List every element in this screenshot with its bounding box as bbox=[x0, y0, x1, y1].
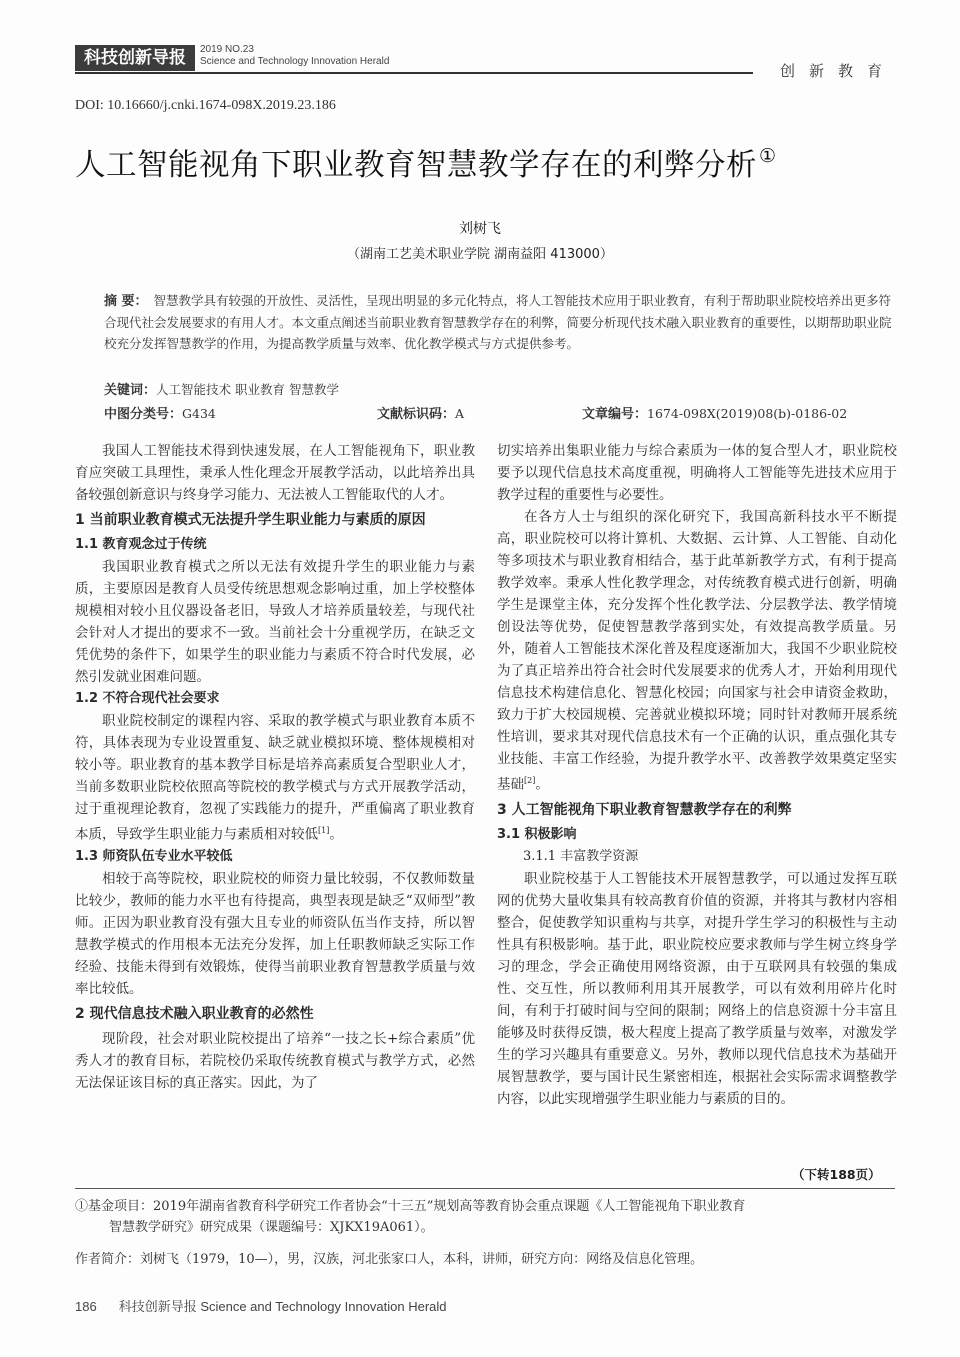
paragraph-2-b bbox=[497, 506, 897, 796]
clc-value: G434 bbox=[182, 406, 216, 421]
body-column-left bbox=[75, 440, 475, 1094]
header-rule bbox=[75, 72, 753, 74]
page-footer bbox=[75, 1296, 447, 1315]
title-text: 人工智能视角下职业教育智慧教学存在的利弊分析 bbox=[75, 148, 757, 183]
abstract-text: 智慧教学具有较强的开放性、灵活性，呈现出明显的多元化特点，将人工智能技术应用于职业教育，有利于帮助职业院校培养出更多符合现代社会发展要求的有用人才。本文重点阐述当前职业教育智慧教学存在的利弊，简要分析现代技术融入职业教育的重要性，以期帮助职业院校充分发挥智慧教学的作用，为提高教学质量与效率、优化教学模式与方式提供参考。 bbox=[104, 293, 892, 351]
footnote-line-2: 智慧教学研究》研究成果（课题编号：XJKX19A061）。 bbox=[109, 1220, 434, 1235]
clc-label: 中图分类号： bbox=[104, 407, 183, 422]
paragraph-2-continued: 切实培养出集职业能力与综合素质为一体的复合型人才，职业院校要予以现代信息技术高度重视，明确将人工智能等先进技术应用于教学过程的重要性与必要性。 bbox=[497, 443, 897, 503]
paragraph-1-2-text: 职业院校制定的课程内容、采取的教学模式与职业教育本质不符，具体表现为专业设置重复、缺乏就业模拟环境、整体规模相对较小等。职业教育的基本教学目标是培养高素质复合型职业人才，当前多数职业院校依照高等院校的教学模式与方式开展教学活动，过于重视理论教育，忽视了实践能力的提升，严重偏离了职业教育本质，导致学生职业能力与素质相对较低 bbox=[75, 713, 475, 843]
doc-label: 文献标识码： bbox=[377, 407, 456, 422]
page-number: 186 bbox=[75, 1299, 97, 1314]
keywords-text: 人工智能技术 职业教育 智慧教学 bbox=[156, 382, 339, 397]
paragraph-2-b-end: 。 bbox=[535, 776, 549, 793]
abstract bbox=[104, 290, 894, 354]
article-value: 1674-098X(2019)08(b)-0186-02 bbox=[647, 406, 848, 421]
intro-paragraph: 我国人工智能技术得到快速发展，在人工智能视角下，职业教育应突破工具理性，秉承人性化理念开展教学活动，以此培养出具备较强创新意识与终身学习能力、无法被人工智能取代的人才。 bbox=[75, 443, 475, 503]
section-label: 创新教育 bbox=[780, 62, 897, 80]
funding-footnote bbox=[75, 1196, 895, 1238]
paragraph-1-3: 相较于高等院校，职业院校的师资力量比较弱，不仅教师数量比较少，教师的能力水平也有待提高，典型表现是缺乏“双师型”教师。正因为职业教育没有强大且专业的师资队伍当作支持，所以智慧教学模式的作用根本无法充分发挥，加上任职教师缺乏实际工作经验、技能未得到有效锻炼，使得当前职业教育智慧教学质量与效率比较低。 bbox=[75, 870, 475, 997]
author-name: 刘树飞 bbox=[459, 221, 501, 237]
doc-value: A bbox=[455, 406, 465, 421]
citation-2: [2] bbox=[524, 776, 536, 785]
section-heading-3: 3 人工智能视角下职业教育智慧教学存在的利弊 bbox=[497, 801, 792, 818]
keywords-label: 关键词： bbox=[104, 383, 157, 398]
paragraph-1-2-end: 。 bbox=[329, 826, 343, 843]
footnote-line-1: ①基金项目：2019年湖南省教育科学研究工作者协会“十三五”规划高等教育协会重点课题《人工智能视角下职业教育 bbox=[75, 1199, 746, 1214]
article-label: 文章编号： bbox=[582, 407, 648, 422]
subsubsection-heading-3-1-1: 3.1.1 丰富教学资源 bbox=[523, 848, 639, 864]
clc-number bbox=[104, 403, 216, 422]
subsection-heading-1-3: 1.3 师资队伍专业水平较低 bbox=[75, 848, 233, 864]
body-column-right bbox=[497, 440, 897, 1110]
continued-note: （下转188页） bbox=[792, 1167, 881, 1182]
issue-number: 2019 NO.23 bbox=[200, 44, 254, 55]
subsection-heading-1-1: 1.1 教育观念过于传统 bbox=[75, 537, 207, 552]
paragraph-1-1: 我国职业教育模式之所以无法有效提升学生的职业能力与素质，主要原因是教育人员受传统思想观念影响过重，加上学校整体规模相对较小且仪器设备老旧，导致人才培养质量较差，与现代社会针对人才提出的要求不一致。当前社会十分重视学历，在缺乏文凭优势的条件下，如果学生的职业能力与素质不符合时代发展，必然引发就业困难问题。 bbox=[75, 559, 475, 685]
title-footnote-mark: ① bbox=[759, 145, 777, 167]
section-heading-2: 2 现代信息技术融入职业教育的必然性 bbox=[75, 1005, 314, 1022]
abstract-label: 摘 要： bbox=[104, 294, 148, 309]
paragraph-2: 现阶段，社会对职业院校提出了培养“一技之长+综合素质”优秀人才的教育目标，若院校仍采取传统教育模式与教学方式，必然无法保证该目标的真正落实。因此，为了 bbox=[75, 1030, 475, 1091]
section-heading-1: 1 当前职业教育模式无法提升学生职业能力与素质的原因 bbox=[75, 512, 426, 528]
paragraph-3-1-1: 职业院校基于人工智能技术开展智慧教学，可以通过发挥互联网的优势大量收集具有较高教育价值的资源，并将其与教材内容相整合，促使教学知识重构与共享，对提升学生学习的积极性与主动性具有积极影响。基于此，职业院校应要求教师与学生树立终身学习的理念，学会正确使用网络资源，由于互联网具有较强的集成性、交互性，所以教师利用其开展教学，可以有效利用碎片化时间，有利于打破时间与空间的限制；网络上的信息资源十分丰富且能够及时获得反馈，极大程度上提高了教学质量与效率，对激发学生的学习兴趣具有重要意义。另外，教师以现代信息技术为基础开展智慧教学，要与国计民生紧密相连，根据社会实际需求调整教学内容，以此实现增强学生职业能力与素质的目的。 bbox=[497, 870, 897, 1107]
author-bio: 作者简介：刘树飞（1979，10—），男，汉族，河北张家口人，本科，讲师，研究方向：网络及信息化管理。 bbox=[75, 1252, 704, 1267]
subsection-heading-3-1: 3.1 积极影响 bbox=[497, 826, 577, 842]
doi: DOI: 10.16660/j.cnki.1674-098X.2019.23.186 bbox=[75, 98, 336, 113]
paragraph-2-b-text: 在各方人士与组织的深化研究下，我国高新科技水平不断提高，职业院校可以将计算机、大数据、云计算、人工智能、自动化等多项技术与职业教育相结合，基于此革新教学方式，有利于提高教学效率。秉承人性化教学理念，对传统教育模式进行创新，明确学生是课堂主体，充分发挥个性化教学法、分层教学法、教学情境创设法等优势，促使智慧教学落到实处，有效提高教学质量。另外，随着人工智能技术深化普及程度逐渐加大，我国不少职业院校为了真正培养出符合社会时代发展要求的优秀人才，开始利用现代信息技术构建信息化、智慧化校园；向国家与社会申请资金救助，致力于扩大校园规模、完善就业模拟环境；同时针对教师开展系统性培训，要求其对现代信息技术有一个正确的认识，重点强化其专业技能、丰富工作经验，为提升教学水平、改善教学效果奠定坚实基础 bbox=[497, 509, 897, 793]
footnote-rule bbox=[75, 1188, 895, 1189]
citation-1: [1] bbox=[318, 826, 330, 835]
subsection-heading-1-2: 1.2 不符合现代社会要求 bbox=[75, 691, 220, 706]
article-title bbox=[75, 140, 895, 184]
article-number bbox=[582, 403, 847, 422]
issue-info bbox=[200, 44, 389, 68]
journal-english-name: Science and Technology Innovation Herald bbox=[200, 56, 390, 67]
document-code bbox=[377, 403, 464, 422]
author-affiliation: （湖南工艺美术职业学院 湖南益阳 413000） bbox=[347, 247, 613, 262]
paragraph-1-2 bbox=[75, 710, 475, 846]
journal-badge: 科技创新导报 bbox=[75, 45, 195, 71]
footer-journal-name: 科技创新导报 Science and Technology Innovation Herald bbox=[118, 1299, 447, 1314]
keywords bbox=[104, 379, 339, 398]
